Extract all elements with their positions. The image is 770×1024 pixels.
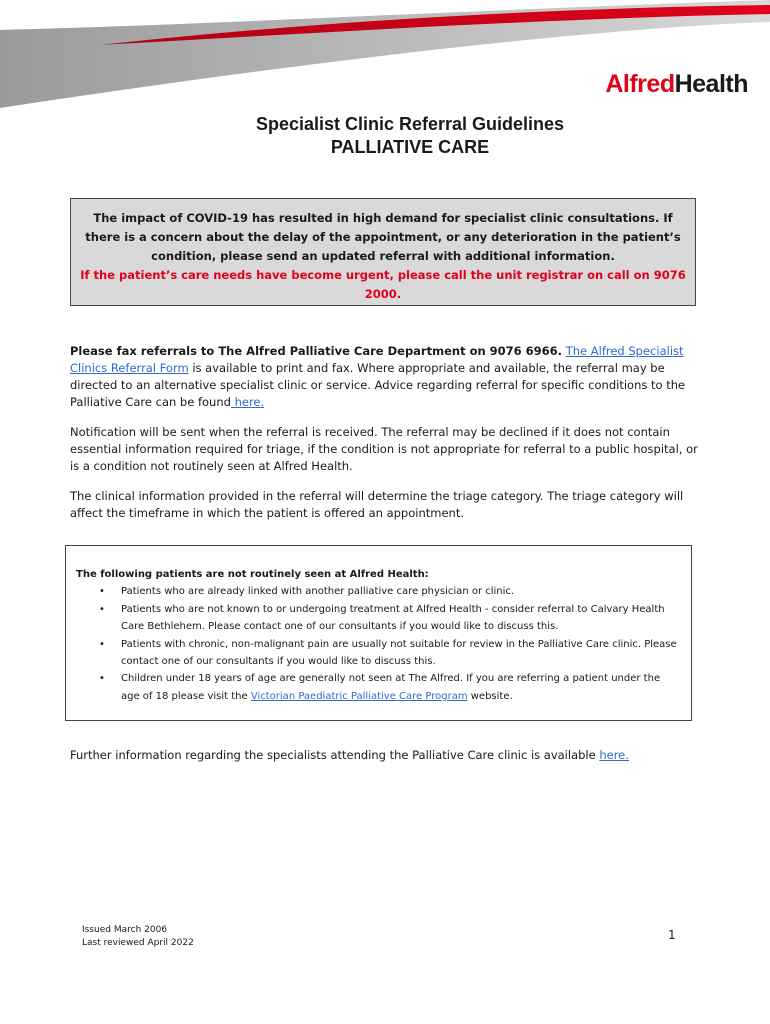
specialists-here-link[interactable]: here. [599,748,629,762]
covid-notice-box [70,198,696,306]
issued-date: Issued March 2006 [82,925,168,935]
last-reviewed-date: Last reviewed April 2022 [82,938,194,948]
title-line-2: PALLIATIVE CARE [330,137,490,157]
logo-alfred-text: Alfred [605,70,675,98]
not-seen-heading: The following patients are not routinely seen at Alfred Health: [76,569,429,580]
list-item [121,670,681,705]
fax-instruction: Please fax referrals to The Alfred Palliative Care Department on 9076 6966. [70,344,563,358]
document-title [0,114,770,158]
not-routinely-seen-box [65,545,692,721]
alfred-health-logo [605,70,748,99]
paediatric-palliative-care-link[interactable]: Victorian Paediatric Palliative Care Program [250,690,468,702]
website-text: website. [467,690,513,702]
triage-paragraph: The clinical information provided in the referral will determine the triage category. The triage category will affect the timeframe in which the patient is offered an appointment. [70,489,684,520]
children-text: Children under 18 years of age are generally not seen at The Alfred. If you are referring a patient under the age of 18 please visit the [121,673,661,702]
title-line-1: Specialist Clinic Referral Guidelines [255,114,565,134]
specific-conditions-here-link[interactable]: here. [230,395,265,409]
further-info-text: Further information regarding the specialists attending the Palliative Care clinic is available [70,748,600,762]
list-item: • Patients who are not known to or undergoing treatment at Alfred Health - consider referral to Calvary Health Care Bethlehem. Please contact one of our consultants if you would like to discuss this. [121,601,681,636]
list-item: • Patients who are already linked with another palliative care physician or clinic. [121,583,681,600]
page-number: 1 [668,928,676,942]
document-footer [82,924,194,950]
notification-paragraph: Notification will be sent when the referral is received. The referral may be declined if it does not contain essential information required for triage, if the condition is not appropriate for referral to a public hospital, or is a condition not routinely seen at Alfred Health. [70,425,698,473]
list-item: • Patients with chronic, non-malignant pain are usually not suitable for review in the Palliative Care clinic. Please contact one of our consultants if you would like to discuss this. [121,636,681,671]
covid-notice-text: The impact of COVID-19 has resulted in high demand for specialist clinic consultations. If there is a concern about the delay of the appointment, or any deterioration in the patient’s condition, please send an updated referral with additional information. [85,211,681,263]
urgent-call-notice: If the patient’s care needs have become urgent, please call the unit registrar on call on 9076 2000. [80,268,686,301]
referral-fax-paragraph [70,343,700,411]
not-seen-list [76,583,681,705]
further-info-paragraph [70,747,700,764]
logo-health-text: Health [674,70,748,98]
referral-advice-text: is available to print and fax. Where appropriate and available, the referral may be directed to an alternative specialist clinic or service. Advice regarding referral for specific conditions to the Palliative Care can be found [70,361,686,409]
referral-form-link[interactable]: The Alfred Specialist Clinics Referral Form [70,344,684,375]
